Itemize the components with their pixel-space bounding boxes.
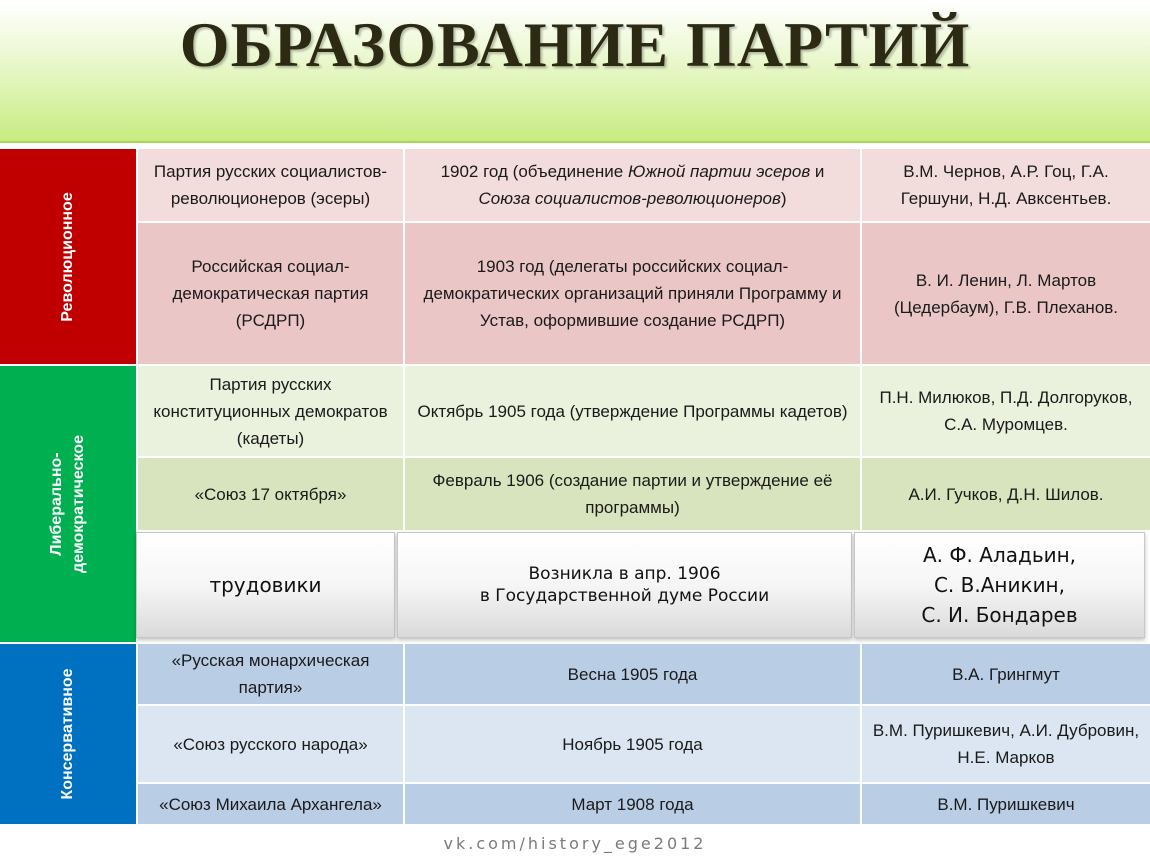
category-liberal (0, 366, 136, 642)
category-revolutionary (0, 149, 136, 364)
founding-date: 1903 год (делегаты российских социал-демократических организаций приняли Программу и Устав, оформившие создание РСДРП) (423, 257, 842, 330)
page-title: ОБРАЗОВАНИЕ ПАРТИЙ (179, 9, 971, 80)
leaders-cell (862, 366, 1150, 456)
leaders (921, 540, 1077, 630)
party-cell (138, 223, 403, 364)
party-cell (138, 644, 403, 704)
party-cell (138, 458, 403, 530)
party-cell (138, 366, 403, 456)
party-cell (136, 532, 395, 638)
date-cell (397, 532, 852, 638)
footer-watermark: vk.com/history_ege2012 (443, 834, 707, 853)
date-cell (405, 366, 860, 456)
leaders-cell (854, 532, 1145, 638)
category-revolutionary-label: Революционное (59, 191, 76, 322)
date-cell (405, 223, 860, 364)
leaders: В.М. Пуришкевич (937, 794, 1075, 814)
category-liberal-label-line2: демократическое (70, 435, 87, 573)
founding-date: Ноябрь 1905 года (562, 734, 703, 754)
leader-line: А. Ф. Аладьин, (922, 543, 1077, 567)
date-text: ) (780, 189, 787, 208)
leaders: В.А. Грингмут (952, 664, 1060, 684)
date-text: и (810, 162, 825, 181)
leaders-cell (862, 149, 1150, 221)
date-cell (405, 644, 860, 704)
leaders-cell (862, 458, 1150, 530)
leaders: В. И. Ленин, Л. Мартов (Цедербаум), Г.В. Плеханов. (893, 270, 1119, 317)
date-cell (405, 706, 860, 782)
party-name: «Русская монархическая партия» (171, 651, 370, 697)
party-name: «Союз русского народа» (173, 734, 368, 754)
title-banner (0, 0, 1150, 143)
date-line: Возникла в апр. 1906 (528, 564, 721, 584)
party-name: «Союз 17 октября» (194, 484, 347, 504)
category-conservative-label: Консервативное (59, 668, 76, 800)
party-name: Российская социал-демократическая партия (РСДРП) (172, 257, 369, 330)
leaders-cell (862, 644, 1150, 704)
leaders: В.М. Чернов, А.Р. Гоц, Г.А. Гершуни, Н.Д. Авксентьев. (900, 162, 1112, 208)
leaders: В.М. Пуришкевич, А.И. Дубровин, Н.Е. Марков (872, 721, 1140, 767)
date-emphasis: Южной партии эсеров (627, 162, 811, 181)
party-cell (138, 149, 403, 221)
founding-date (415, 158, 850, 212)
date-cell (405, 458, 860, 530)
founding-date: Весна 1905 года (567, 664, 698, 684)
date-text: 1902 год (объединение (440, 162, 628, 181)
party-name: «Союз Михаила Архангела» (159, 794, 382, 814)
leaders: П.Н. Милюков, П.Д. Долгоруков, С.А. Муромцев. (879, 388, 1133, 434)
party-cell (138, 706, 403, 782)
leaders-cell (862, 223, 1150, 364)
leaders-cell (862, 784, 1150, 824)
founding-date: Март 1908 года (571, 794, 694, 814)
date-emphasis: Союза социалистов-революционеров (478, 189, 781, 208)
date-line: в Государственной думе России (479, 586, 770, 606)
category-liberal-label (46, 435, 90, 573)
date-cell (405, 149, 860, 221)
party-name: Партия русских социалистов-революционеров (эсеры) (153, 162, 388, 208)
founding-date (480, 563, 769, 607)
leader-line: С. В.Аникин, (933, 573, 1065, 597)
category-liberal-label-line1: Либерально- (48, 452, 65, 556)
founding-date: Февраль 1906 (создание партии и утверждение её программы) (432, 471, 833, 517)
leaders-cell (862, 706, 1150, 782)
party-name: Партия русских конституционных демократов (кадеты) (153, 374, 388, 448)
founding-date: Октябрь 1905 года (утверждение Программы кадетов) (417, 401, 848, 421)
party-cell (138, 784, 403, 824)
party-name: трудовики (209, 573, 322, 597)
leader-line: С. И. Бондарев (921, 603, 1078, 627)
date-cell (405, 784, 860, 824)
leaders: А.И. Гучков, Д.Н. Шилов. (908, 484, 1104, 504)
category-conservative (0, 644, 136, 824)
